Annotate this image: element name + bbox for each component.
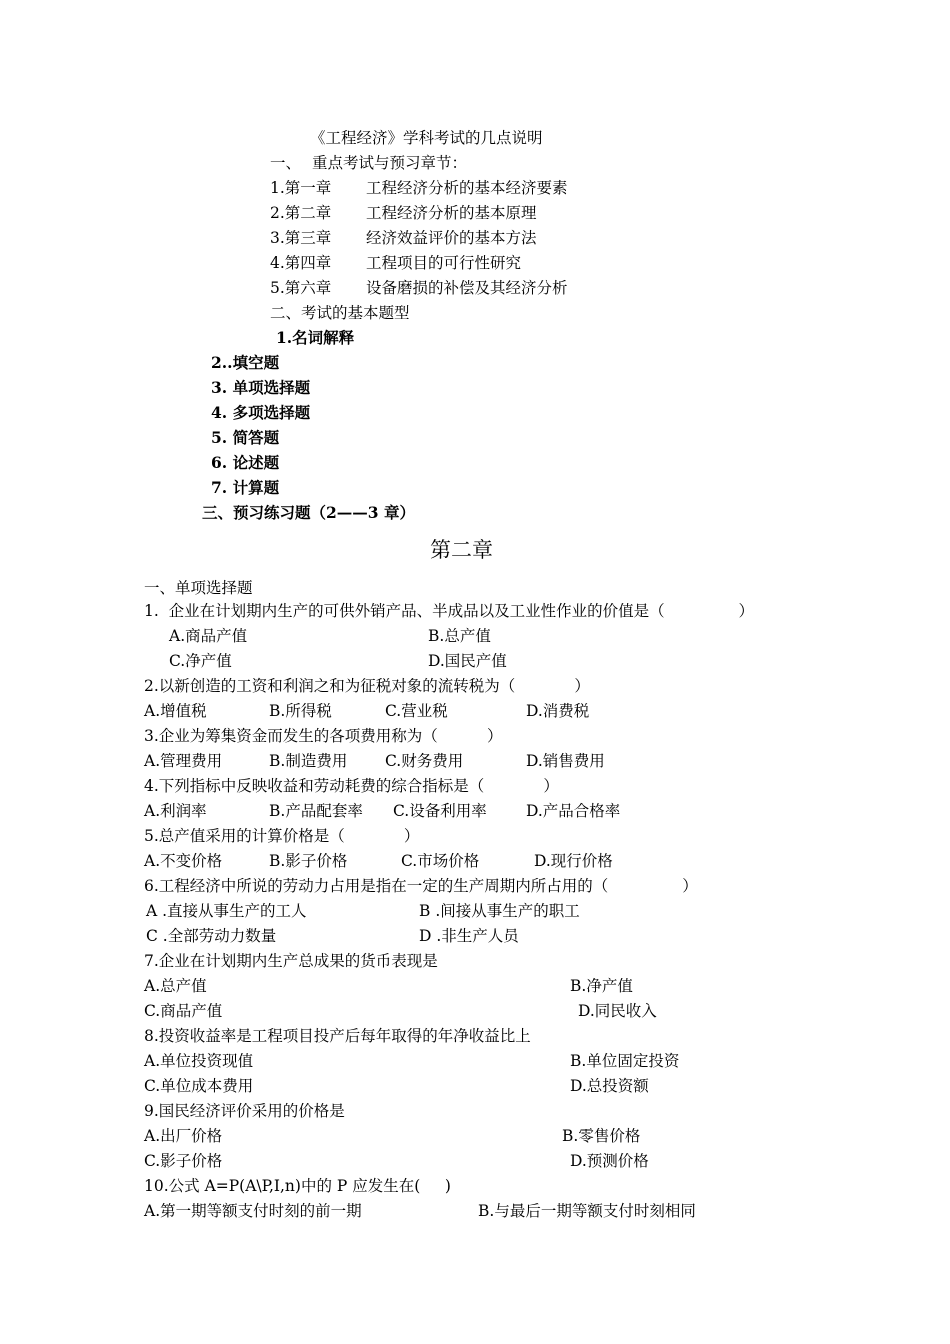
- question-text: 5.总产值采用的计算价格是（ ）: [144, 827, 420, 845]
- option-b: B.单位固定投资: [570, 1052, 680, 1070]
- chapter-num: 3.第三章: [270, 229, 332, 247]
- question-type: 7. 计算题: [211, 478, 280, 497]
- option-b: B.所得税: [269, 702, 332, 720]
- option-a: A.不变价格: [144, 852, 223, 870]
- option-d: D.总投资额: [570, 1077, 649, 1095]
- option-a: A.总产值: [144, 977, 207, 995]
- chapter-name: 设备磨损的补偿及其经济分析: [366, 279, 568, 297]
- option-b: B.与最后一期等额支付时刻相同: [478, 1202, 696, 1220]
- part-heading: 一、单项选择题: [144, 579, 253, 597]
- option-c: C.单位成本费用: [144, 1077, 254, 1095]
- option-c: C.营业税: [385, 702, 448, 720]
- option-b: B.净产值: [570, 977, 633, 995]
- question-text: 6.工程经济中所说的劳动力占用是指在一定的生产周期内所占用的（ ）: [144, 877, 698, 895]
- page-title: 《工程经济》学科考试的几点说明: [310, 129, 543, 147]
- option-a: A.利润率: [144, 802, 207, 820]
- question-type: 3. 单项选择题: [211, 378, 311, 397]
- option-c: C.市场价格: [401, 852, 480, 870]
- question-text: 8.投资收益率是工程项目投产后每年取得的年净收益比上: [144, 1027, 531, 1045]
- option-a: A .直接从事生产的工人: [146, 902, 307, 920]
- option-b: B.总产值: [428, 627, 491, 645]
- question-text: 9.国民经济评价采用的价格是: [144, 1102, 345, 1120]
- chapter-num: 1.第一章: [270, 179, 332, 197]
- option-c: C.商品产值: [144, 1002, 223, 1020]
- option-c: C.影子价格: [144, 1152, 223, 1170]
- option-d: D .非生产人员: [419, 927, 519, 945]
- chapter-num: 4.第四章: [270, 254, 332, 272]
- option-d: D.国民产值: [428, 652, 507, 670]
- question-text: 7.企业在计划期内生产总成果的货币表现是: [144, 952, 438, 970]
- option-d: D.预测价格: [570, 1152, 649, 1170]
- question-text: 4.下列指标中反映收益和劳动耗费的综合指标是（ ）: [144, 777, 559, 795]
- option-b: B.影子价格: [269, 852, 348, 870]
- section-1-heading: 重点考试与预习章节：: [312, 154, 468, 172]
- chapter-num: 5.第六章: [270, 279, 332, 297]
- question-text: 3.企业为筹集资金而发生的各项费用称为（ ）: [144, 727, 503, 745]
- option-a: A.增值税: [144, 702, 207, 720]
- option-a: A.单位投资现值: [144, 1052, 254, 1070]
- question-type: 6. 论述题: [211, 453, 280, 472]
- section-2-heading: 二、考试的基本题型: [270, 304, 410, 322]
- section-1-label: 一、: [270, 154, 302, 172]
- chapter-name: 工程经济分析的基本原理: [366, 204, 537, 222]
- question-type: 1.名词解释: [276, 328, 355, 347]
- option-d: D.销售费用: [526, 752, 605, 770]
- question-text: 2.以新创造的工资和利润之和为征税对象的流转税为（ ）: [144, 677, 590, 695]
- option-a: A.第一期等额支付时刻的前一期: [144, 1202, 362, 1220]
- option-c: C.财务费用: [385, 752, 464, 770]
- option-c: C.净产值: [169, 652, 232, 670]
- chapter-num: 2.第二章: [270, 204, 332, 222]
- chapter-name: 工程项目的可行性研究: [366, 254, 522, 272]
- question-text: 10.公式 A=P(A\P,I,n)中的 P 应发生在( ): [144, 1177, 451, 1195]
- option-c: C .全部劳动力数量: [146, 927, 277, 945]
- option-d: D.产品合格率: [526, 802, 621, 820]
- option-b: B.制造费用: [269, 752, 348, 770]
- option-b: B .间接从事生产的职工: [419, 902, 580, 920]
- chapter-heading: 第二章: [430, 538, 493, 562]
- option-a: A.出厂价格: [144, 1127, 223, 1145]
- option-d: D.同民收入: [578, 1002, 657, 1020]
- question-text: 1. 企业在计划期内生产的可供外销产品、半成品以及工业性作业的价值是（ ）: [144, 602, 755, 620]
- question-type: 4. 多项选择题: [211, 403, 311, 422]
- option-b: B.产品配套率: [269, 802, 363, 820]
- chapter-name: 工程经济分析的基本经济要素: [366, 179, 568, 197]
- option-d: D.现行价格: [534, 852, 613, 870]
- question-type: 2..填空题: [211, 353, 280, 372]
- chapter-name: 经济效益评价的基本方法: [366, 229, 537, 247]
- option-a: A.管理费用: [144, 752, 223, 770]
- section-3-heading: 三、预习练习题（2——3 章）: [202, 503, 415, 522]
- option-c: C.设备利用率: [393, 802, 487, 820]
- option-a: A.商品产值: [169, 627, 248, 645]
- option-d: D.消费税: [526, 702, 590, 720]
- option-b: B.零售价格: [562, 1127, 641, 1145]
- question-type: 5. 简答题: [211, 428, 280, 447]
